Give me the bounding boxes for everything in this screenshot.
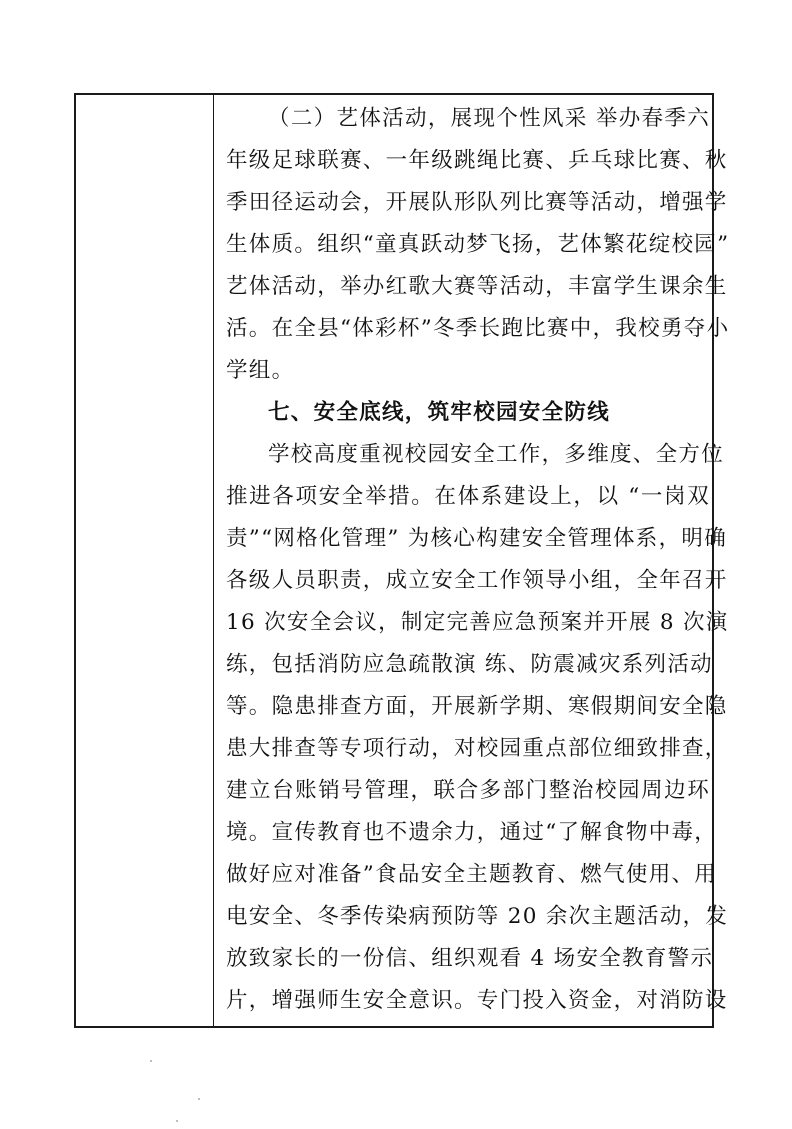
paragraph-line: 责”“网格化管理” 为核心构建安全管理体系，明确 <box>226 526 728 551</box>
report-table <box>74 93 730 1028</box>
paragraph-line: 建立台账销号管理，联合多部门整治校园周边环 <box>226 778 710 803</box>
paragraph-line: 片，增强师生安全意识。专门投入资金，对消防设 <box>226 988 728 1013</box>
table-content-cell <box>216 95 730 1026</box>
paragraph-line: 生体质。组织“童真跃动梦飞扬，艺体繁花绽校园” <box>226 232 730 257</box>
paragraph-line: 做好应对准备”食品安全主题教育、燃气使用、用 <box>226 862 718 887</box>
paragraph-line: 患大排查等专项行动，对校园重点部位细致排查， <box>226 736 728 761</box>
table-label-cell <box>76 95 214 1026</box>
paragraph-line: 电安全、冬季传染病预防等 20 余次主题活动，发 <box>226 904 729 929</box>
scan-speck <box>198 1098 200 1100</box>
section-heading: 七、安全底线，筑牢校园安全防线 <box>268 400 611 425</box>
paragraph-line: 季田径运动会，开展队形队列比赛等活动，增强学 <box>226 190 728 215</box>
paragraph-line: 各级人员职责，成立安全工作领导小组，全年召开 <box>226 568 728 593</box>
paragraph-line: 练，包括消防应急疏散演 练、防震减灾系列活动 <box>226 652 713 677</box>
paragraph-line: 推进各项安全举措。在体系建设上，以 “一岗双 <box>226 484 710 509</box>
paragraph-line: （二）艺体活动，展现个性风采 举办春季六 <box>268 106 710 131</box>
paragraph-line: 年级足球联赛、一年级跳绳比赛、乒乓球比赛、秋 <box>226 148 728 173</box>
paragraph-line: 活。在全县“体彩杯”冬季长跑比赛中，我校勇夺小 <box>226 316 730 341</box>
paragraph-line: 学组。 <box>226 358 295 383</box>
scan-speck <box>150 1060 152 1062</box>
paragraph-line: 等。隐患排查方面，开展新学期、寒假期间安全隐 <box>226 694 728 719</box>
paragraph-line: 学校高度重视校园安全工作，多维度、全方位 <box>268 442 725 467</box>
paragraph-line: 放致家长的一份信、组织观看 4 场安全教育警示 <box>226 946 714 971</box>
scan-speck <box>176 1120 178 1122</box>
paragraph-line: 16 次安全会议，制定完善应急预案并开展 8 次演 <box>226 610 729 635</box>
paragraph-line: 境。宣传教育也不遗余力，通过“了解食物中毒， <box>226 820 718 845</box>
paragraph-line: 艺体活动，举办红歌大赛等活动，丰富学生课余生 <box>226 274 728 299</box>
